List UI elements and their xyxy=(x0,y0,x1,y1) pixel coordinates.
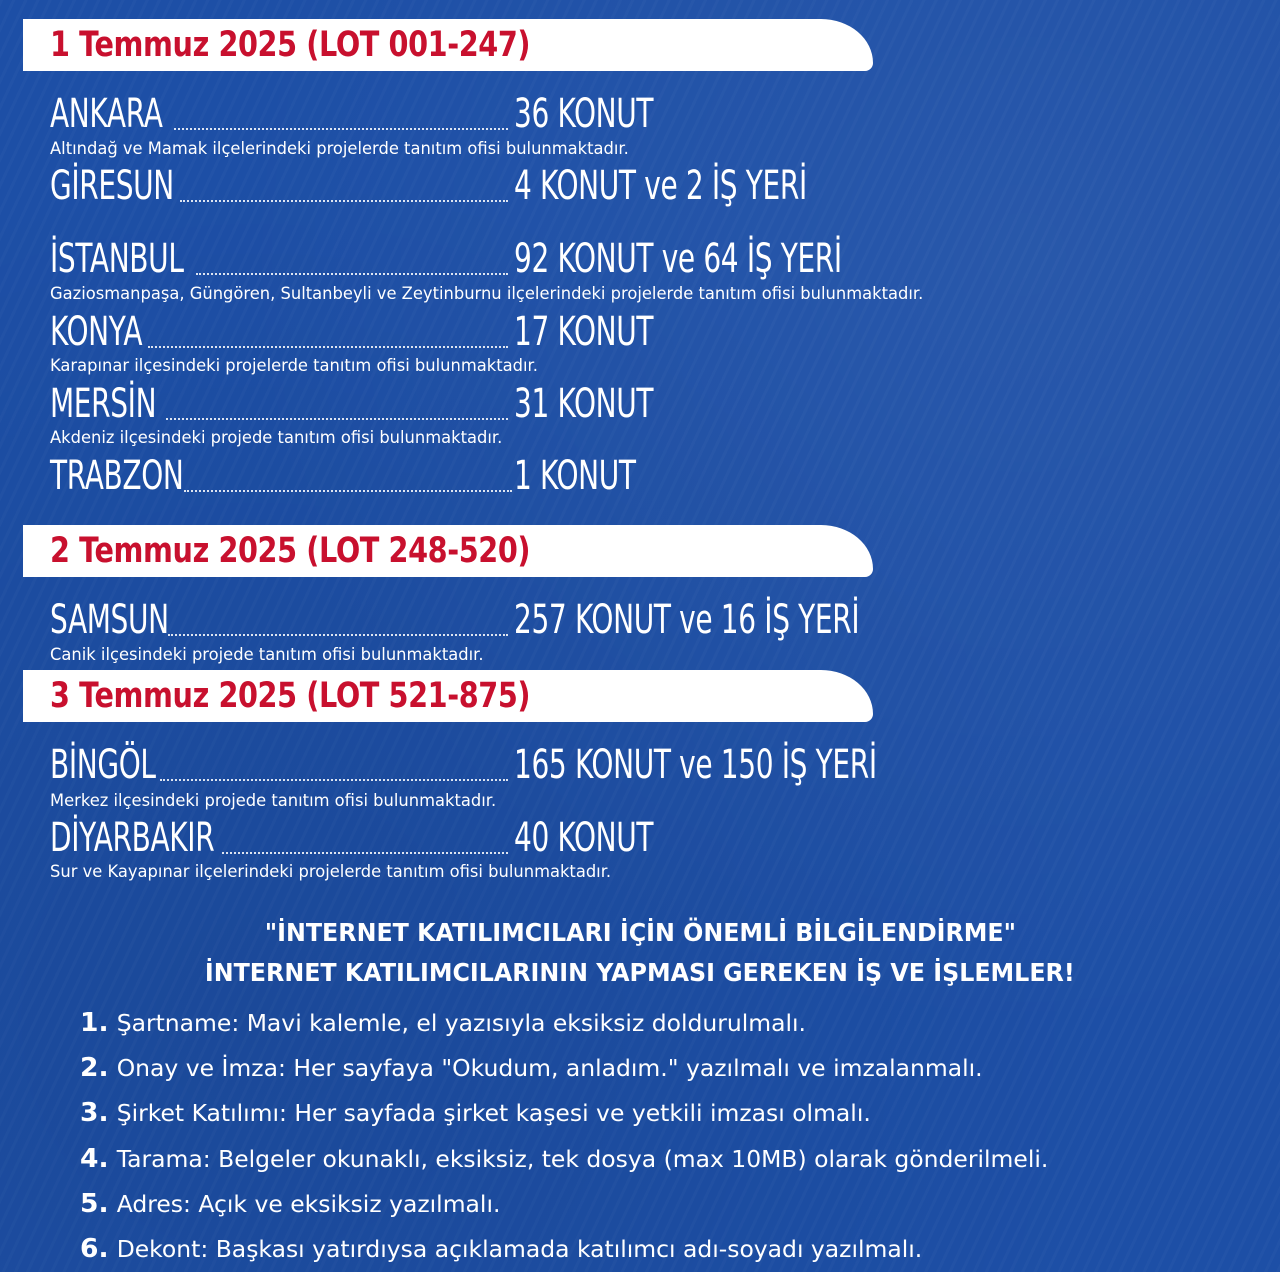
step-number: 6. xyxy=(80,1234,109,1264)
unit-count: 92 KONUT ve 64 İŞ YERİ xyxy=(514,236,842,282)
city-name: GİRESUN xyxy=(50,163,174,209)
date-banner xyxy=(23,19,873,71)
unit-count: 4 KONUT ve 2 İŞ YERİ xyxy=(514,163,807,209)
date-banner-title: 3 Temmuz 2025 (LOT 521-875) xyxy=(50,676,531,716)
list-item xyxy=(80,1053,983,1084)
dot-leader xyxy=(184,490,512,492)
step-text: Dekont: Başkası yatırdıysa açıklamada katılımcı adı-soyadı yazılmalı. xyxy=(116,1237,923,1263)
unit-count: 17 KONUT xyxy=(514,309,654,355)
unit-count: 31 KONUT xyxy=(514,381,654,427)
step-number: 4. xyxy=(80,1144,109,1174)
list-item xyxy=(50,237,930,283)
list-item xyxy=(50,454,930,500)
city-name: SAMSUN xyxy=(50,597,169,643)
project-note: Karapınar ilçesindeki projelerde tanıtım ofisi bulunmaktadır. xyxy=(50,356,538,376)
dot-leader xyxy=(166,418,508,420)
unit-count: 36 KONUT xyxy=(514,91,654,137)
step-text: Şirket Katılımı: Her sayfada şirket kaşesi ve yetkili imzası olmalı. xyxy=(116,1101,871,1127)
city-name: TRABZON xyxy=(50,453,184,499)
info-heading xyxy=(0,918,1280,948)
dot-leader xyxy=(174,128,508,130)
list-item xyxy=(50,164,930,210)
city-name: BİNGÖL xyxy=(50,742,156,788)
project-note: Altındağ ve Mamak ilçelerindeki projelerde tanıtım ofisi bulunmaktadır. xyxy=(50,139,629,159)
list-item xyxy=(80,1144,1048,1175)
info-heading-text: "İNTERNET KATILIMCILARI İÇİN ÖNEMLİ BİLGİLENDİRME" xyxy=(264,918,1016,947)
city-name: MERSİN xyxy=(50,381,157,427)
list-item xyxy=(80,1234,922,1265)
unit-count: 40 KONUT xyxy=(514,815,654,861)
project-note: Sur ve Kayapınar ilçelerindeki projelerde tanıtım ofisi bulunmaktadır. xyxy=(50,862,612,882)
city-name: DİYARBAKIR xyxy=(50,815,215,861)
date-banner-title: 1 Temmuz 2025 (LOT 001-247) xyxy=(50,25,531,65)
step-text: Onay ve İmza: Her sayfaya "Okudum, anladım." yazılmalı ve imzalanmalı. xyxy=(116,1056,983,1082)
step-number: 5. xyxy=(80,1189,109,1219)
list-item xyxy=(80,1008,806,1039)
city-name: KONYA xyxy=(50,309,143,355)
list-item xyxy=(50,382,930,428)
step-text: Tarama: Belgeler okunaklı, eksiksiz, tek dosya (max 10MB) olarak gönderilmeli. xyxy=(116,1147,1049,1173)
date-banner xyxy=(23,670,873,722)
step-number: 1. xyxy=(80,1008,109,1038)
date-banner xyxy=(23,525,873,577)
list-item xyxy=(50,310,930,356)
dot-leader xyxy=(148,346,508,348)
list-item xyxy=(50,743,930,789)
dot-leader xyxy=(180,200,508,202)
project-note: Akdeniz ilçesindeki projede tanıtım ofisi bulunmaktadır. xyxy=(50,428,503,448)
step-text: Şartname: Mavi kalemle, el yazısıyla eksiksiz doldurulmalı. xyxy=(116,1011,807,1037)
dot-leader xyxy=(196,273,508,275)
city-name: ANKARA xyxy=(50,91,163,137)
dot-leader xyxy=(222,852,508,854)
list-item xyxy=(80,1098,871,1129)
project-note: Canik ilçesindeki projede tanıtım ofisi bulunmaktadır. xyxy=(50,645,484,665)
info-subheading-text: İNTERNET KATILIMCILARININ YAPMASI GEREKEN İŞ VE İŞLEMLER! xyxy=(205,958,1075,987)
list-item xyxy=(50,92,930,138)
info-subheading xyxy=(0,958,1280,988)
list-item xyxy=(50,816,930,862)
unit-count: 1 KONUT xyxy=(514,453,636,499)
list-item xyxy=(80,1189,500,1220)
list-item xyxy=(50,598,930,644)
date-banner-title: 2 Temmuz 2025 (LOT 248-520) xyxy=(50,531,531,571)
step-number: 3. xyxy=(80,1098,109,1128)
unit-count: 257 KONUT ve 16 İŞ YERİ xyxy=(514,597,860,643)
step-text: Adres: Açık ve eksiksiz yazılmalı. xyxy=(116,1192,501,1218)
city-name: İSTANBUL xyxy=(50,236,184,282)
dot-leader xyxy=(168,634,508,636)
project-note: Gaziosmanpaşa, Güngören, Sultanbeyli ve Zeytinburnu ilçelerindeki projelerde tanıtım ofisi bulunmaktadır. xyxy=(50,284,924,304)
dot-leader xyxy=(160,779,508,781)
unit-count: 165 KONUT ve 150 İŞ YERİ xyxy=(514,742,877,788)
step-number: 2. xyxy=(80,1053,109,1083)
project-note: Merkez ilçesindeki projede tanıtım ofisi bulunmaktadır. xyxy=(50,791,497,811)
